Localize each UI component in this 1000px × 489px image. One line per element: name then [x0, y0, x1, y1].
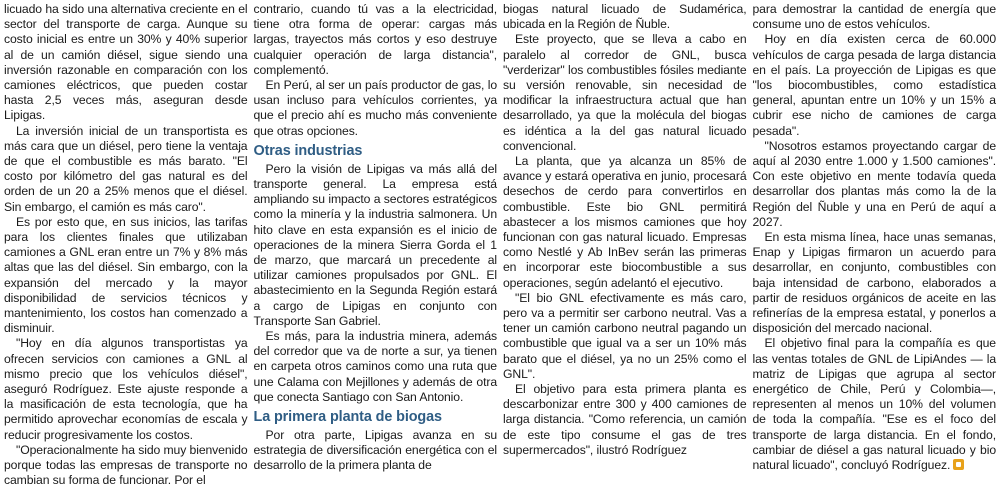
text: La planta, que ya alcanza un 85% de avance y estará operativa en junio, procesará desechos de cerdo para convertirlos en combustible. Este bio GNL permitirá abastecer a los mismos camiones que hoy funcionan con gas natural licuado. Empresas como Nestlé y Ab InBev serán las primeras en incorporar este biocombustible a sus operaciones, según adelantó el ejecutivo.: [503, 154, 747, 290]
text: El objetivo final para la compañía es que las ventas totales de GNL de LipiAndes — la matriz de Lipigas que agrupa al sector energético de Chile, Perú y Colombia—, representen al menos un 10% del volumen de toda la compañía. "Ese es el foco del transporte de larga distancia. En el fondo, cambiar de diésel a gas natural licuado y bio natural licuado", concluyó Rodríguez.: [752, 336, 996, 473]
paragraph: [4, 124, 248, 215]
paragraph: [503, 154, 747, 291]
text: "El bio GNL efectivamente es más caro, pero va a permitir ser carbono neutral. Vas a tener un camión carbono neutral pagando un combustible que igual va a ser un 10% más barato que el diésel, ya no un 25% como el GNL".: [503, 290, 747, 381]
section-heading: [254, 409, 498, 426]
text: licuado ha sido una alternativa creciente en el sector del transporte de carga. Aunque su costo inicial es entre un 30% y 40% superior al de un camión diésel, sigue siendo una inversión razonable en comparación con los camiones eléctricos, que pueden costar hasta 2,5 veces más, aseguran desde Lipigas.: [4, 2, 248, 123]
text: Es por esto que, en sus inicios, las tarifas para los clientes finales que utilizaban camiones a GNL eran entre un 7% y 8% más altas que las del diésel. Sin embargo, con la expansión del mercado y la mayor disponibilidad de servicios técnicos y mantenimiento, los costos han comenzado a disminuir.: [4, 214, 248, 336]
paragraph: [503, 32, 747, 154]
article-end-icon: [953, 459, 964, 470]
paragraph: [254, 428, 498, 474]
paragraph: [4, 443, 248, 489]
article-column-3: [503, 0, 747, 472]
text: para demostrar la cantidad de energía que consume uno de estos vehículos.: [752, 2, 996, 32]
paragraph: [503, 291, 747, 382]
paragraph-continued: [503, 2, 747, 32]
paragraph-continued: [4, 2, 248, 124]
paragraph: [753, 32, 997, 138]
section-heading: [254, 143, 498, 160]
text: Hoy en día existen cerca de 60.000 vehículos de carga pesada de larga distancia en el país. La proyección de Lipigas es que "los biocombustibles, como estadística general, apuntan entre un 10% y un 15% a cubrir ese nicho de camiones de carga pesada".: [752, 32, 996, 138]
paragraph: [254, 329, 498, 405]
text: La inversión inicial de un transportista es más cara que un diésel, pero tiene la ventaja de que el combustible es más barato. "El costo por kilómetro del gas natural es del orden de un 20 a 25% menos que el diésel. Sin embargo, el camión es más caro".: [4, 123, 248, 214]
text: Este proyecto, que se lleva a cabo en paralelo al corredor de GNL, busca "verderizar" los combustibles fósiles mediante su versión renovable, sin necesidad de modificar la infraestructura actual que han desarrollado, ya que la molécula del biogas es idéntica a la del gas natural licuado convencional.: [503, 32, 747, 153]
paragraph: [753, 230, 997, 336]
text: Otras industrias: [253, 142, 363, 159]
text: En esta misma línea, hace unas semanas, Enap y Lipigas firmaron un acuerdo para desarrollar, en conjunto, combustibles con baja intensidad de carbono, elaborados a partir de residuos orgánicos de aceite en las refinerías de la empresa estatal, y ponerlos a disposición del mercado nacional.: [752, 230, 996, 336]
article-column-2: [254, 0, 498, 472]
paragraph: [753, 139, 997, 230]
paragraph: [254, 162, 498, 329]
paragraph: [4, 336, 248, 442]
text: "Hoy en día algunos transportistas ya ofrecen servicios con camiones a GNL al mismo precio que los vehículos diésel", aseguró Rodríguez. Este ajuste responde a la masificación de esta tecnología, que ha permitido aprovechar economías de escala y reducir progresivamente los costos.: [4, 336, 248, 442]
text: En Perú, al ser un país productor de gas, lo usan incluso para vehículos corrientes, ya que el precio ahí es mucho más conveniente que otras opciones.: [253, 78, 497, 138]
text: Es más, para la industria minera, además del corredor que va de norte a sur, ya tienen en carpeta otros caminos como una ruta que une Calama con Mejillones y además de otra que conecta Santiago con San Antonio.: [253, 329, 497, 404]
paragraph: [753, 336, 997, 473]
text: biogas natural licuado de Sudamérica, ubicada en la Región de Ñuble.: [503, 2, 747, 32]
paragraph: [4, 215, 248, 337]
paragraph-continued: [753, 2, 997, 32]
article-column-4: [753, 0, 997, 472]
article-column-1: [4, 0, 248, 488]
text: "Nosotros estamos proyectando cargar de aquí al 2030 entre 1.000 y 1.500 camiones". Con este objetivo en mente todavía queda desarrollar dos plantas más como la de la Región del Ñuble y una en Perú de aquí a 2027.: [752, 138, 996, 229]
paragraph-continued: [254, 2, 498, 78]
text: El objetivo para esta primera planta es descarbonizar entre 300 y 400 camiones de larga distancia. "Como referencia, un camión de este tipo consume el gas de tres supermercados", ilustró Rodríguez: [503, 382, 747, 457]
text: La primera planta de biogas: [253, 409, 442, 426]
text: contrario, cuando tú vas a la electricidad, tiene otra forma de operar: cargas más largas, trayectos más cortos y eso destruye cualquier operación de larga distancia", complementó.: [253, 2, 497, 77]
text: Pero la visión de Lipigas va más allá del transporte general. La empresa está ampliando su impacto a sectores estratégicos como la minería y la industria salmonera. Un hito clave en esta expansión es el inicio de operaciones de la minera Sierra Gorda el 1 de marzo, que marcará un precedente al utilizar camiones propulsados por GNL. El abastecimiento en la Segunda Región estará a cargo de Lipigas en conjunto con Transporte San Gabriel.: [253, 161, 497, 328]
paragraph: [503, 382, 747, 458]
text: Por otra parte, Lipigas avanza en su estrategia de diversificación energética con el desarrollo de la primera planta de: [253, 428, 497, 473]
text: "Operacionalmente ha sido muy bienvenido porque todas las empresas de transporte no cambian su forma de funcionar. Por el: [4, 442, 248, 488]
paragraph: [254, 78, 498, 139]
